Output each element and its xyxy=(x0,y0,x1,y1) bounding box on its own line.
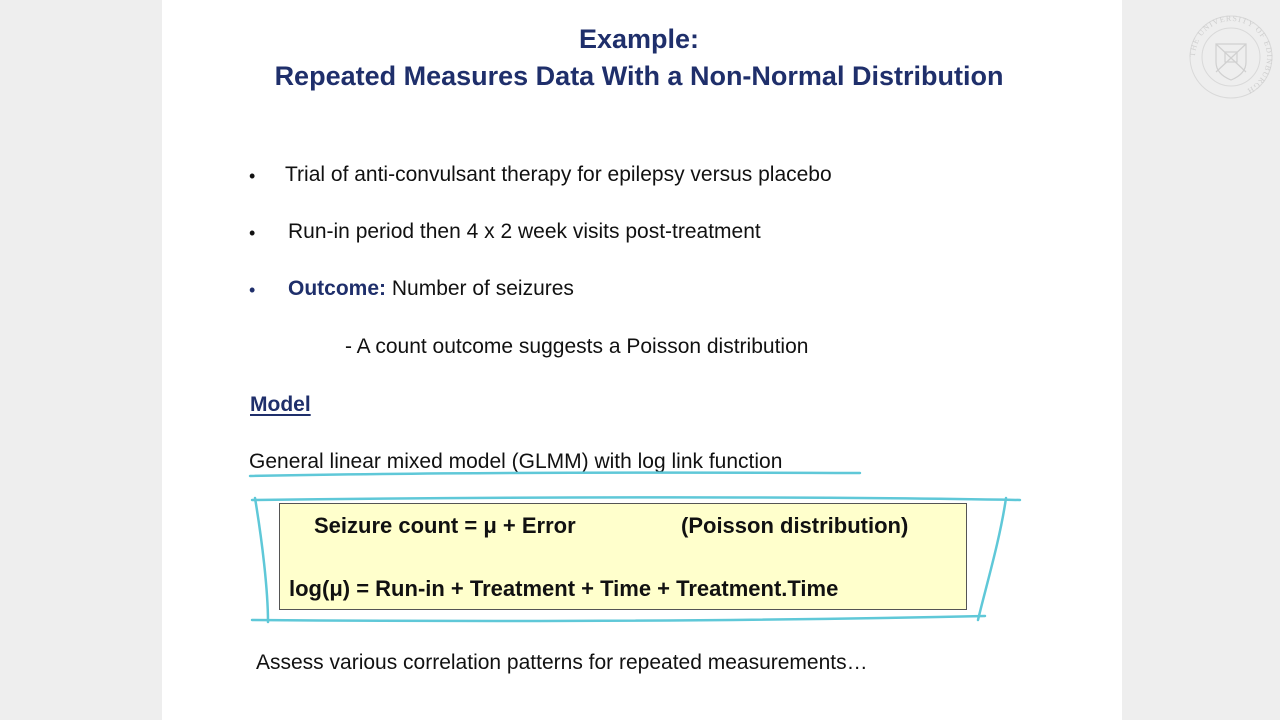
university-crest-icon xyxy=(1188,14,1274,100)
model-heading: Model xyxy=(250,393,311,416)
bullet-text-trial: Trial of anti-convulsant therapy for epilepsy versus placebo xyxy=(285,163,832,186)
slide-title-line1: Example: xyxy=(578,24,700,54)
slide-title-line2: Repeated Measures Data With a Non-Normal Distribution xyxy=(274,61,1004,91)
sub-bullet-poisson: - A count outcome suggests a Poisson distribution xyxy=(345,335,809,358)
formula-line1-left: Seizure count = μ + Error xyxy=(314,513,576,538)
bullet-outcome xyxy=(288,277,574,301)
model-description: General linear mixed model (GLMM) with log link function xyxy=(249,450,783,473)
bullet-symbol: • xyxy=(249,223,256,243)
formula-box xyxy=(279,503,967,610)
footer-text: Assess various correlation patterns for repeated measurements… xyxy=(256,651,868,674)
crest-text: THE UNIVERSITY OF EDINBURGH xyxy=(1188,14,1274,96)
bullet-symbol: • xyxy=(249,280,256,300)
slide xyxy=(162,0,1122,720)
bullet-symbol: • xyxy=(249,166,256,186)
formula-line2: log(μ) = Run-in + Treatment + Time + Treatment.Time xyxy=(289,576,839,601)
bullet-text-visits: Run-in period then 4 x 2 week visits post-treatment xyxy=(288,220,761,243)
outcome-text: Number of seizures xyxy=(386,277,574,300)
svg-text:THE UNIVERSITY OF EDINBURGH xyxy=(1188,14,1274,96)
outcome-label: Outcome: xyxy=(288,277,387,300)
formula-line1-right: (Poisson distribution) xyxy=(681,513,909,538)
